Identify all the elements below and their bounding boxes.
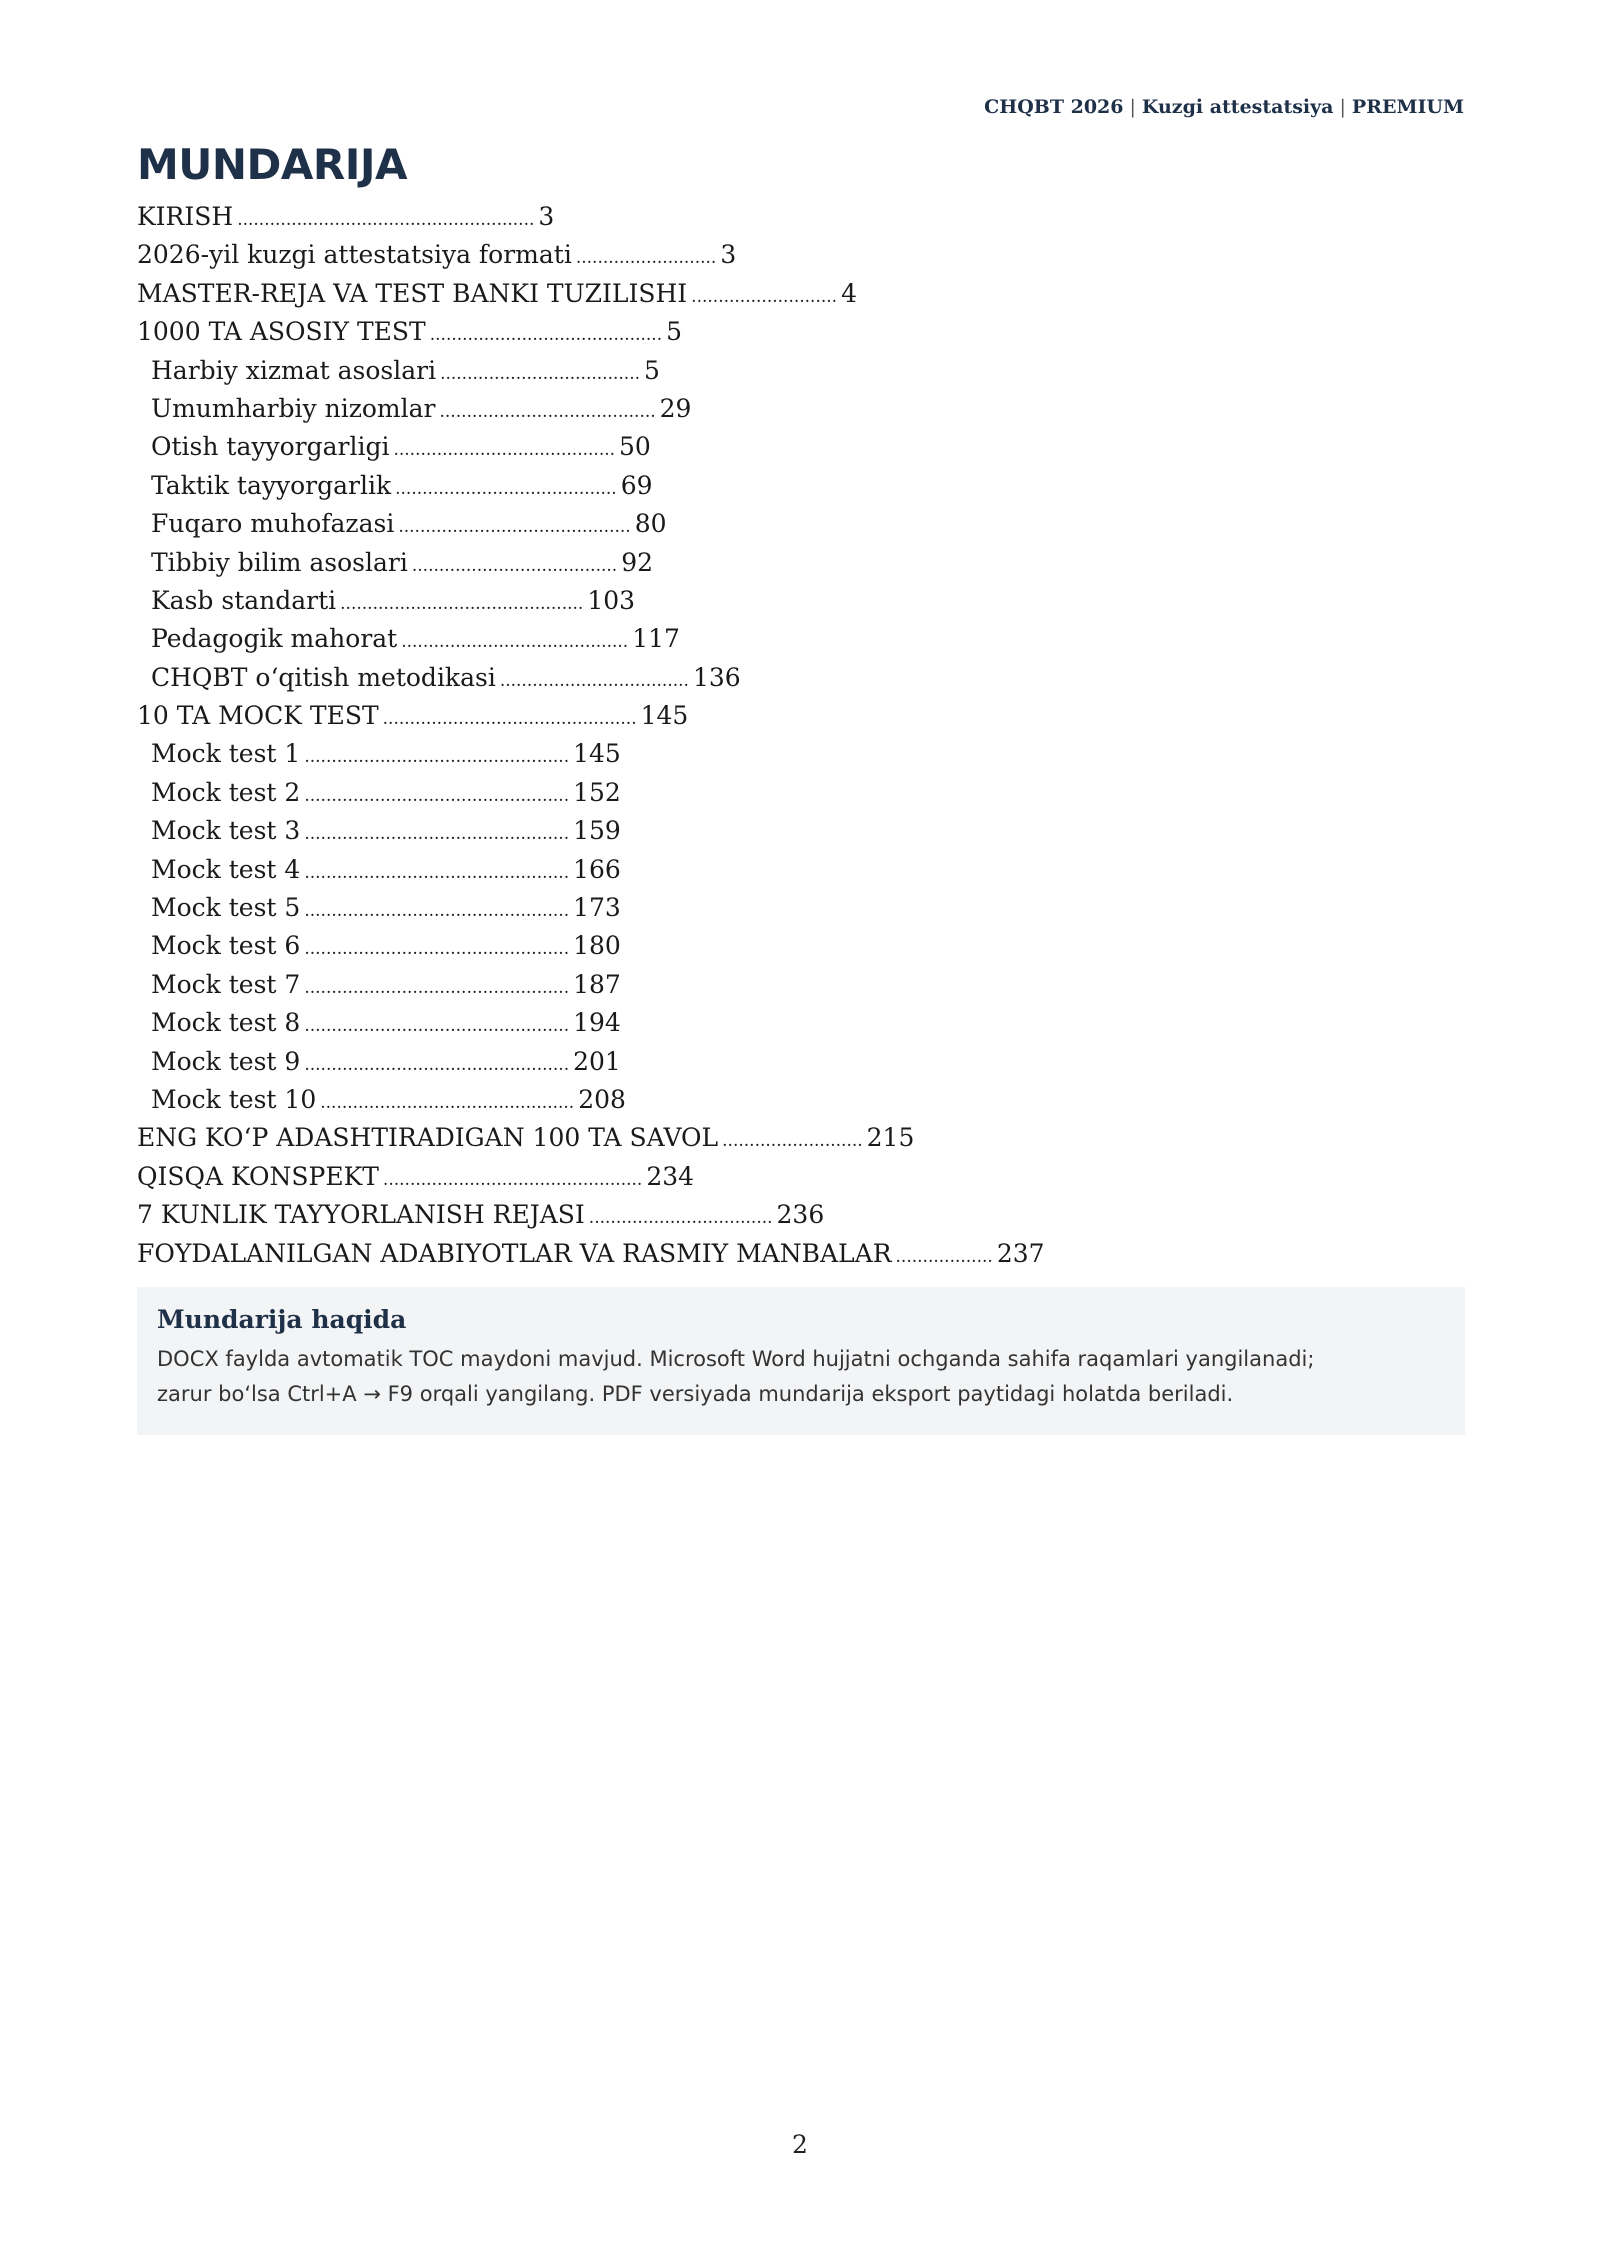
page-title: MUNDARIJA — [137, 140, 408, 189]
toc-entry-title: Mock test 5 — [151, 893, 301, 923]
toc-page-number: 29 — [659, 393, 692, 423]
toc-entry-title: Mock test 2 — [151, 777, 301, 807]
toc-entry-title: Otish tayyorgarligi — [151, 432, 390, 462]
toc-entry-title: Fuqaro muhofazasi — [151, 509, 395, 539]
toc-dot-leader: ................................................. — [304, 1054, 570, 1075]
toc-dot-leader: ................................................. — [304, 862, 570, 883]
toc-entry-title: Taktik tayyorgarlik — [151, 470, 392, 500]
info-box-line: zarur bo‘lsa Ctrl+A → F9 orqali yangilang. PDF versiyada mundarija eksport paytidagi holatda beriladi. — [157, 1382, 1234, 1406]
info-box-line: DOCX faylda avtomatik TOC maydoni mavjud. Microsoft Word hujjatni ochganda sahifa raqamlari yangilanadi; — [157, 1347, 1315, 1371]
info-box-text — [157, 1342, 1445, 1412]
toc-dot-leader: ......................................... — [395, 478, 617, 499]
toc-dot-leader: .......................... — [575, 248, 717, 269]
toc-entry-title: Mock test 3 — [151, 816, 301, 846]
toc-page-number: 3 — [720, 240, 737, 270]
toc-entry-title: 1000 TA ASOSIY TEST — [137, 317, 426, 347]
toc-entry[interactable] — [137, 1081, 1437, 1119]
toc-dot-leader: ......................................... — [393, 440, 616, 461]
toc-entry[interactable] — [137, 889, 1437, 927]
info-box-title: Mundarija haqida — [157, 1305, 407, 1334]
page-number: 2 — [792, 2130, 808, 2159]
toc-dot-leader: ................................................. — [304, 939, 570, 960]
toc-page-number: 145 — [640, 701, 689, 731]
toc-page-number: 187 — [573, 969, 621, 999]
toc-entry-title: Mock test 7 — [151, 969, 301, 999]
toc-dot-leader: ........................... — [691, 286, 838, 307]
toc-entry[interactable] — [137, 1235, 1437, 1273]
toc-entry-title: Mock test 9 — [151, 1046, 301, 1076]
toc-dot-leader: .......................................... — [401, 632, 629, 653]
toc-page-number: 201 — [573, 1046, 621, 1076]
toc-dot-leader: ...................................... — [411, 555, 618, 576]
toc-page-number: 173 — [573, 893, 621, 923]
toc-dot-leader: ............................................. — [340, 593, 584, 614]
toc-dot-leader: ........................................... — [429, 325, 663, 346]
toc-page-number: 234 — [646, 1161, 695, 1191]
toc-page-number: 194 — [573, 1008, 621, 1038]
toc-entry-title: FOYDALANILGAN ADABIYOTLAR VA RASMIY MANBALAR — [137, 1238, 892, 1268]
toc-entry[interactable] — [137, 1119, 1437, 1157]
toc-page-number: 69 — [620, 470, 653, 500]
header-subtitle: Kuzgi attestatsiya — [1141, 96, 1334, 118]
toc-entry-title: Mock test 10 — [151, 1084, 317, 1114]
toc-entry-title: Harbiy xizmat asoslari — [151, 355, 437, 385]
table-of-contents — [137, 198, 1437, 1273]
toc-dot-leader: ................................................. — [304, 901, 570, 922]
toc-dot-leader: .......................... — [722, 1131, 863, 1152]
toc-page-number: 208 — [578, 1084, 626, 1114]
toc-page-number: 136 — [692, 662, 741, 692]
toc-page-number: 236 — [776, 1200, 825, 1230]
toc-page-number: 152 — [573, 777, 621, 807]
toc-dot-leader: ........................................ — [439, 401, 656, 422]
toc-entry[interactable] — [137, 236, 1437, 274]
toc-dot-leader: ....................................................... — [237, 210, 535, 230]
toc-entry[interactable] — [137, 966, 1437, 1004]
header-edition: PREMIUM — [1351, 96, 1464, 118]
toc-entry[interactable] — [137, 582, 1437, 620]
toc-entry[interactable] — [137, 659, 1437, 697]
toc-entry-title: ENG KO‘P ADASHTIRADIGAN 100 TA SAVOL — [137, 1123, 719, 1153]
toc-page-number: 5 — [644, 355, 660, 385]
toc-entry-title: 2026-yil kuzgi attestatsiya formati — [137, 240, 572, 270]
toc-page-number: 3 — [538, 202, 555, 231]
toc-entry[interactable] — [137, 812, 1437, 850]
toc-entry[interactable] — [137, 1043, 1437, 1081]
toc-entry-title: 10 TA MOCK TEST — [137, 701, 379, 731]
toc-entry-title: MASTER-REJA VA TEST BANKI TUZILISHI — [137, 278, 688, 308]
toc-entry[interactable] — [137, 620, 1437, 658]
toc-entry[interactable] — [137, 198, 1437, 236]
toc-dot-leader: ................................................. — [304, 747, 570, 768]
header-separator: | — [1339, 96, 1346, 118]
toc-entry[interactable] — [137, 774, 1437, 812]
toc-info-box — [137, 1287, 1465, 1435]
toc-entry[interactable] — [137, 1004, 1437, 1042]
header-separator: | — [1129, 96, 1136, 118]
toc-entry[interactable] — [137, 851, 1437, 889]
toc-entry-title: Mock test 6 — [151, 931, 301, 961]
toc-entry-title: 7 KUNLIK TAYYORLANISH REJASI — [137, 1200, 585, 1230]
toc-page-number: 237 — [996, 1238, 1045, 1268]
toc-page-number: 50 — [619, 432, 651, 462]
toc-page-number: 103 — [587, 585, 636, 615]
toc-page-number: 92 — [621, 547, 654, 577]
toc-entry[interactable] — [137, 505, 1437, 543]
toc-entry-title: QISQA KONSPEKT — [137, 1161, 379, 1191]
toc-entry[interactable] — [137, 428, 1437, 466]
toc-entry[interactable] — [137, 697, 1437, 735]
toc-entry[interactable] — [137, 735, 1437, 773]
toc-page-number: 145 — [573, 739, 621, 769]
toc-entry[interactable] — [137, 544, 1437, 582]
toc-dot-leader: ................................................ — [382, 1169, 643, 1190]
toc-dot-leader: ................................................. — [304, 785, 570, 806]
toc-entry[interactable] — [137, 275, 1437, 313]
toc-entry[interactable] — [137, 1158, 1437, 1196]
toc-page-number: 4 — [841, 278, 857, 308]
toc-entry-title: Mock test 4 — [151, 854, 301, 884]
toc-dot-leader: ................................................. — [304, 1016, 570, 1037]
toc-page-number: 117 — [632, 624, 680, 654]
toc-dot-leader: ................................................. — [304, 977, 570, 998]
toc-entry-title: Kasb standarti — [151, 585, 337, 615]
toc-page-number: 180 — [573, 931, 621, 961]
toc-entry[interactable] — [137, 390, 1437, 428]
toc-dot-leader: .................. — [895, 1246, 993, 1267]
toc-entry[interactable] — [137, 927, 1437, 965]
header-doc-code: CHQBT 2026 — [984, 96, 1124, 118]
toc-entry-title: KIRISH — [137, 202, 234, 231]
toc-page-number: 5 — [666, 317, 683, 347]
toc-entry-title: CHQBT o‘qitish metodikasi — [151, 662, 496, 692]
toc-page-number: 80 — [634, 509, 667, 539]
toc-entry[interactable] — [137, 352, 1437, 390]
toc-entry-title: Mock test 1 — [151, 739, 301, 769]
toc-dot-leader: .................................. — [588, 1208, 773, 1229]
toc-entry-title: Pedagogik mahorat — [151, 624, 398, 654]
toc-entry[interactable] — [137, 1196, 1437, 1234]
toc-dot-leader: ........................................... — [398, 517, 631, 538]
toc-dot-leader: ............................................... — [320, 1092, 575, 1113]
toc-dot-leader: ..................................... — [440, 363, 641, 384]
toc-dot-leader: ............................................... — [382, 709, 637, 730]
toc-entry[interactable] — [137, 313, 1437, 351]
toc-page-number: 166 — [573, 854, 621, 884]
toc-entry-title: Tibbiy bilim asoslari — [151, 547, 408, 577]
toc-entry-title: Mock test 8 — [151, 1008, 301, 1038]
toc-entry[interactable] — [137, 467, 1437, 505]
toc-dot-leader: ................................... — [499, 670, 689, 691]
toc-entry-title: Umumharbiy nizomlar — [151, 393, 436, 423]
toc-page-number: 215 — [866, 1123, 915, 1153]
toc-dot-leader: ................................................. — [304, 824, 570, 845]
running-header — [984, 96, 1464, 118]
toc-page-number: 159 — [573, 816, 621, 846]
